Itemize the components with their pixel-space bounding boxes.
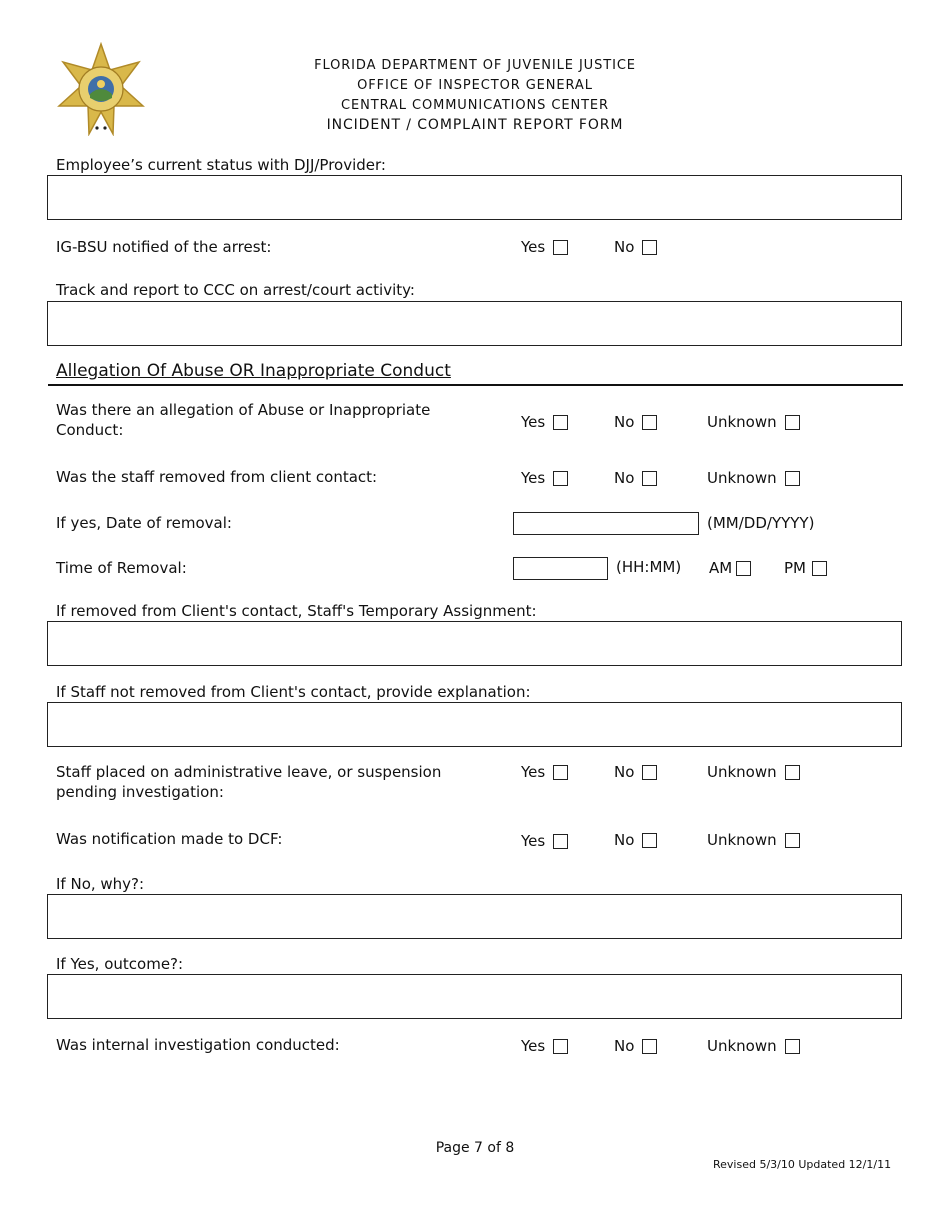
leave-yes-checkbox[interactable] — [553, 765, 568, 780]
igbsu-no-option[interactable] — [614, 237, 657, 257]
pm-label: PM — [784, 559, 806, 577]
removed-no-option[interactable] — [614, 468, 657, 488]
allegation-yes-option[interactable] — [521, 412, 568, 432]
yes-label: Yes — [521, 238, 546, 256]
unknown-label: Unknown — [707, 413, 777, 431]
track-report-label: Track and report to CCC on arrest/court activity: — [56, 281, 415, 299]
dcf-yes-option[interactable] — [521, 831, 568, 851]
employee-status-field[interactable] — [47, 175, 902, 220]
investigation-yes-option[interactable] — [521, 1036, 568, 1056]
no-label: No — [614, 469, 635, 487]
dcf-no-option[interactable] — [614, 830, 657, 850]
igbsu-yes-option[interactable] — [521, 237, 568, 257]
employee-status-label: Employee’s current status with DJJ/Provider: — [56, 156, 386, 174]
am-label: AM — [709, 559, 733, 577]
yes-label: Yes — [521, 832, 546, 850]
investigation-unknown-option[interactable] — [707, 1036, 800, 1056]
staff-removed-label: Was the staff removed from client contact: — [56, 468, 378, 486]
no-label: No — [614, 831, 635, 849]
unknown-label: Unknown — [707, 1037, 777, 1055]
yes-label: Yes — [521, 413, 546, 431]
allegation-unknown-checkbox[interactable] — [785, 415, 800, 430]
internal-investigation-label: Was internal investigation conducted: — [56, 1036, 340, 1054]
unknown-label: Unknown — [707, 469, 777, 487]
header-form-title: INCIDENT / COMPLAINT REPORT FORM — [326, 117, 624, 133]
if-no-why-label: If No, why?: — [56, 875, 145, 893]
unknown-label: Unknown — [707, 831, 777, 849]
investigation-no-checkbox[interactable] — [642, 1039, 657, 1054]
allegation-unknown-option[interactable] — [707, 412, 800, 432]
dcf-yes-checkbox[interactable] — [553, 834, 568, 849]
date-format-hint: (MM/DD/YYYY) — [707, 514, 815, 532]
removal-time-input[interactable] — [513, 557, 608, 580]
am-checkbox[interactable] — [736, 561, 751, 576]
igbsu-notified-label: IG-BSU notified of the arrest: — [56, 238, 272, 256]
no-label: No — [614, 413, 635, 431]
removed-no-checkbox[interactable] — [642, 471, 657, 486]
leave-yes-option[interactable] — [521, 762, 568, 782]
track-report-field[interactable] — [47, 301, 902, 346]
time-format-hint: (HH:MM) — [616, 558, 682, 576]
removal-date-label: If yes, Date of removal: — [56, 514, 232, 532]
leave-no-option[interactable] — [614, 762, 657, 782]
investigation-no-option[interactable] — [614, 1036, 657, 1056]
igbsu-yes-checkbox[interactable] — [553, 240, 568, 255]
section-divider — [48, 384, 903, 386]
not-removed-label: If Staff not removed from Client's contact, provide explanation: — [56, 683, 531, 701]
dcf-unknown-checkbox[interactable] — [785, 833, 800, 848]
no-label: No — [614, 1037, 635, 1055]
removal-date-input[interactable] — [513, 512, 699, 535]
dcf-notified-label: Was notification made to DCF: — [56, 830, 283, 848]
allegation-no-checkbox[interactable] — [642, 415, 657, 430]
header-office: OFFICE OF INSPECTOR GENERAL — [357, 78, 593, 93]
allegation-label: Was there an allegation of Abuse or Inappropriate Conduct: — [56, 401, 431, 439]
yes-label: Yes — [521, 469, 546, 487]
am-option[interactable] — [709, 558, 751, 578]
admin-leave-label: Staff placed on administrative leave, or suspension pending investigation: — [56, 763, 442, 801]
page-number: Page 7 of 8 — [435, 1140, 515, 1156]
removal-time-label: Time of Removal: — [56, 559, 187, 577]
removed-unknown-checkbox[interactable] — [785, 471, 800, 486]
no-label: No — [614, 238, 635, 256]
header-center: CENTRAL COMMUNICATIONS CENTER — [341, 98, 609, 113]
if-yes-outcome-field[interactable] — [47, 974, 902, 1019]
dcf-unknown-option[interactable] — [707, 830, 800, 850]
removed-yes-checkbox[interactable] — [553, 471, 568, 486]
unknown-label: Unknown — [707, 763, 777, 781]
yes-label: Yes — [521, 1037, 546, 1055]
leave-unknown-option[interactable] — [707, 762, 800, 782]
temp-assignment-field[interactable] — [47, 621, 902, 666]
dcf-no-checkbox[interactable] — [642, 833, 657, 848]
if-no-why-field[interactable] — [47, 894, 902, 939]
not-removed-field[interactable] — [47, 702, 902, 747]
allegation-no-option[interactable] — [614, 412, 657, 432]
removed-unknown-option[interactable] — [707, 468, 800, 488]
leave-no-checkbox[interactable] — [642, 765, 657, 780]
if-yes-outcome-label: If Yes, outcome?: — [56, 955, 184, 973]
section-title: Allegation Of Abuse OR Inappropriate Conduct — [56, 361, 451, 381]
removed-yes-option[interactable] — [521, 468, 568, 488]
investigation-yes-checkbox[interactable] — [553, 1039, 568, 1054]
investigation-unknown-checkbox[interactable] — [785, 1039, 800, 1054]
revision-note: Revised 5/3/10 Updated 12/1/11 — [713, 1158, 892, 1171]
allegation-yes-checkbox[interactable] — [553, 415, 568, 430]
no-label: No — [614, 763, 635, 781]
pm-checkbox[interactable] — [812, 561, 827, 576]
temp-assignment-label: If removed from Client's contact, Staff's Temporary Assignment: — [56, 602, 537, 620]
yes-label: Yes — [521, 763, 546, 781]
header-agency: FLORIDA DEPARTMENT OF JUVENILE JUSTICE — [314, 58, 636, 73]
leave-unknown-checkbox[interactable] — [785, 765, 800, 780]
igbsu-no-checkbox[interactable] — [642, 240, 657, 255]
pm-option[interactable] — [784, 558, 827, 578]
